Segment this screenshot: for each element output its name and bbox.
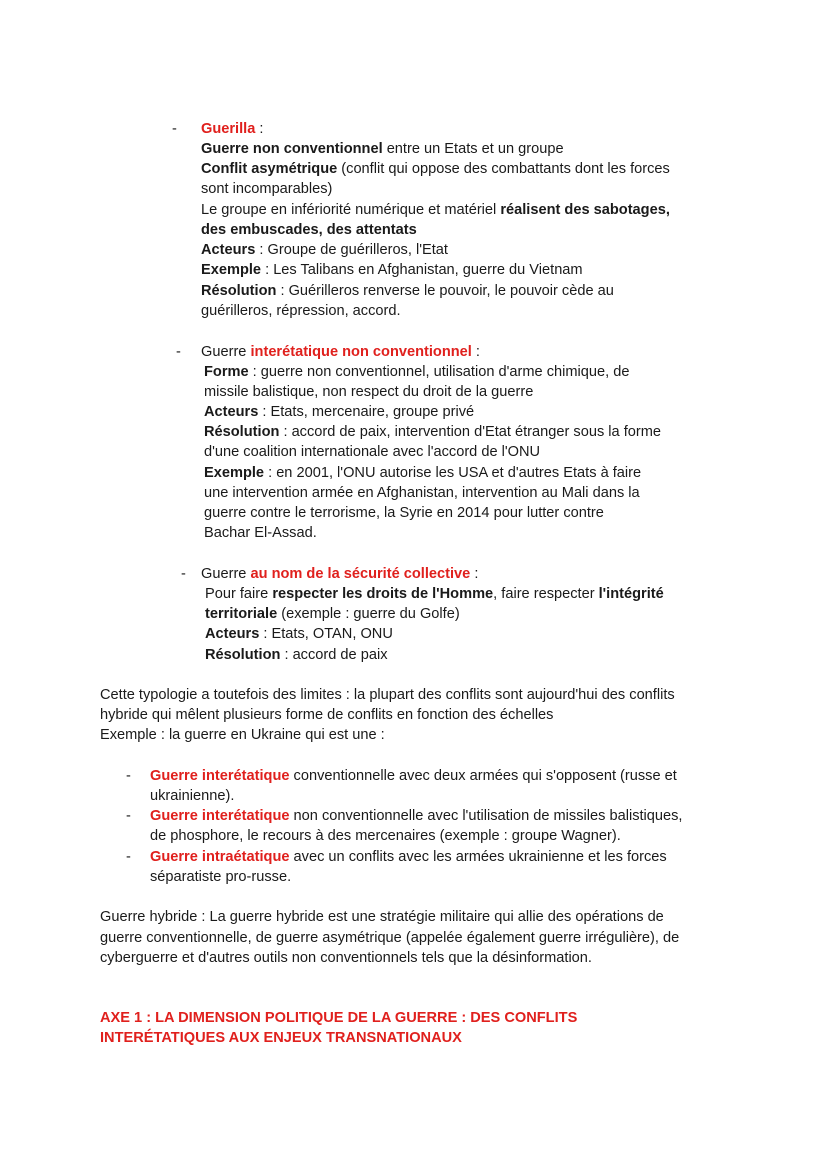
bold-term: l'intégrité bbox=[598, 586, 664, 602]
axe-heading-line-2: INTERÉTATIQUES AUX ENJEUX TRANSNATIONAUX bbox=[100, 1030, 462, 1046]
bold-term: Résolution bbox=[201, 283, 277, 299]
text: (conflit qui oppose des combattants dont les forces bbox=[337, 161, 670, 177]
text: Guerre bbox=[201, 344, 251, 360]
inter-line-9: Bachar El-Assad. bbox=[204, 525, 317, 541]
inter-line-5: d'une coalition internationale avec l'accord de l'ONU bbox=[204, 444, 541, 460]
secu-heading bbox=[201, 564, 478, 584]
bold-term: Exemple bbox=[201, 262, 262, 278]
bold-term: Acteurs bbox=[201, 242, 256, 258]
bold-term: Acteurs bbox=[204, 404, 259, 420]
bullet-dash: - bbox=[126, 849, 131, 865]
text: avec un conflits avec les armées ukrainienne et les forces bbox=[289, 849, 667, 865]
text: : guerre non conventionnel, utilisation d'arme chimique, de bbox=[248, 364, 630, 380]
guerilla-line-6 bbox=[201, 240, 448, 260]
text: : en 2001, l'ONU autorise les USA et d'autres Etats à faire bbox=[264, 465, 642, 481]
secu-title: au nom de la sécurité collective bbox=[250, 566, 471, 582]
secu-line-4 bbox=[205, 645, 388, 665]
guerilla-line-7 bbox=[201, 260, 583, 280]
ukraine-item-1-cont: ukrainienne). bbox=[150, 788, 235, 804]
bold-term: réalisent des sabotages, bbox=[500, 202, 670, 218]
red-term: Guerre intraétatique bbox=[150, 849, 290, 865]
guerilla-line-1 bbox=[201, 139, 564, 159]
guerilla-title: Guerilla bbox=[201, 121, 256, 137]
inter-line-4 bbox=[204, 422, 661, 442]
red-term: Guerre interétatique bbox=[150, 808, 290, 824]
text: Pour faire bbox=[205, 586, 273, 602]
bold-term: territoriale bbox=[205, 606, 278, 622]
bold-term: Résolution bbox=[204, 424, 280, 440]
colon: : bbox=[470, 566, 479, 582]
inter-line-7: une intervention armée en Afghanistan, intervention au Mali dans la bbox=[204, 485, 640, 501]
hybride-line-3: cyberguerre et d'autres outils non conventionnels tels que la désinformation. bbox=[100, 950, 592, 966]
bullet-dash: - bbox=[126, 808, 131, 824]
ukraine-item-3-cont: séparatiste pro-russe. bbox=[150, 869, 292, 885]
bold-term: Résolution bbox=[205, 647, 281, 663]
inter-line-2: missile balistique, non respect du droit de la guerre bbox=[204, 384, 534, 400]
secu-line-1 bbox=[205, 584, 664, 604]
inter-line-3 bbox=[204, 402, 474, 422]
guerilla-heading bbox=[201, 119, 263, 139]
axe-heading-line-1: AXE 1 : LA DIMENSION POLITIQUE DE LA GUERRE : DES CONFLITS bbox=[100, 1010, 578, 1026]
text: : Les Talibans en Afghanistan, guerre du Vietnam bbox=[261, 262, 583, 278]
text: entre un Etats et un groupe bbox=[382, 141, 564, 157]
bold-term: respecter les droits de l'Homme bbox=[272, 586, 494, 602]
colon: : bbox=[255, 121, 264, 137]
inter-line-1 bbox=[204, 362, 629, 382]
bold-term: Exemple bbox=[204, 465, 265, 481]
typo-line-3: Exemple : la guerre en Ukraine qui est une : bbox=[100, 727, 385, 743]
text: : accord de paix bbox=[280, 647, 388, 663]
bullet-dash: - bbox=[126, 768, 131, 784]
text: : accord de paix, intervention d'Etat étranger sous la forme bbox=[279, 424, 662, 440]
hybride-line-2: guerre conventionnelle, de guerre asymétrique (appelée également guerre irrégulière), de bbox=[100, 930, 680, 946]
inter-heading bbox=[201, 342, 480, 362]
bold-term: Conflit asymétrique bbox=[201, 161, 338, 177]
guerilla-line-3: sont incomparables) bbox=[201, 181, 333, 197]
guerilla-line-8 bbox=[201, 281, 614, 301]
guerilla-line-4 bbox=[201, 200, 670, 220]
text: , faire respecter bbox=[493, 586, 599, 602]
ukraine-item-2 bbox=[150, 806, 682, 826]
red-term: Guerre interétatique bbox=[150, 768, 290, 784]
bold-term: Acteurs bbox=[205, 626, 260, 642]
colon: : bbox=[471, 344, 480, 360]
typo-line-1: Cette typologie a toutefois des limites : la plupart des conflits sont aujourd'hui des conflits bbox=[100, 687, 675, 703]
bold-term: Forme bbox=[204, 364, 249, 380]
text: non conventionnelle avec l'utilisation de missiles balistiques, bbox=[289, 808, 683, 824]
text: conventionnelle avec deux armées qui s'opposent (russe et bbox=[289, 768, 677, 784]
text: : Etats, OTAN, ONU bbox=[259, 626, 393, 642]
guerilla-line-9: guérilleros, répression, accord. bbox=[201, 303, 401, 319]
inter-line-8: guerre contre le terrorisme, la Syrie en 2014 pour lutter contre bbox=[204, 505, 604, 521]
text: Guerre bbox=[201, 566, 251, 582]
secu-line-3 bbox=[205, 624, 393, 644]
typo-line-2: hybride qui mêlent plusieurs forme de conflits en fonction des échelles bbox=[100, 707, 554, 723]
text: (exemple : guerre du Golfe) bbox=[277, 606, 460, 622]
text: : Groupe de guérilleros, l'Etat bbox=[255, 242, 448, 258]
bold-term: Guerre non conventionnel bbox=[201, 141, 383, 157]
ukraine-item-3 bbox=[150, 847, 667, 867]
ukraine-item-2-cont: de phosphore, le recours à des mercenaires (exemple : groupe Wagner). bbox=[150, 828, 621, 844]
secu-line-2 bbox=[205, 604, 460, 624]
ukraine-item-1 bbox=[150, 766, 677, 786]
bullet-dash: - bbox=[172, 121, 177, 137]
inter-title: interétatique non conventionnel bbox=[250, 344, 472, 360]
text: : Etats, mercenaire, groupe privé bbox=[258, 404, 475, 420]
guerilla-line-5: des embuscades, des attentats bbox=[201, 222, 417, 238]
text: Le groupe en infériorité numérique et matériel bbox=[201, 202, 501, 218]
hybride-line-1: Guerre hybride : La guerre hybride est une stratégie militaire qui allie des opérations de bbox=[100, 909, 664, 925]
bullet-dash: - bbox=[176, 344, 181, 360]
bullet-dash: - bbox=[181, 566, 186, 582]
guerilla-line-2 bbox=[201, 159, 670, 179]
text: : Guérilleros renverse le pouvoir, le pouvoir cède au bbox=[276, 283, 614, 299]
inter-line-6 bbox=[204, 463, 641, 483]
